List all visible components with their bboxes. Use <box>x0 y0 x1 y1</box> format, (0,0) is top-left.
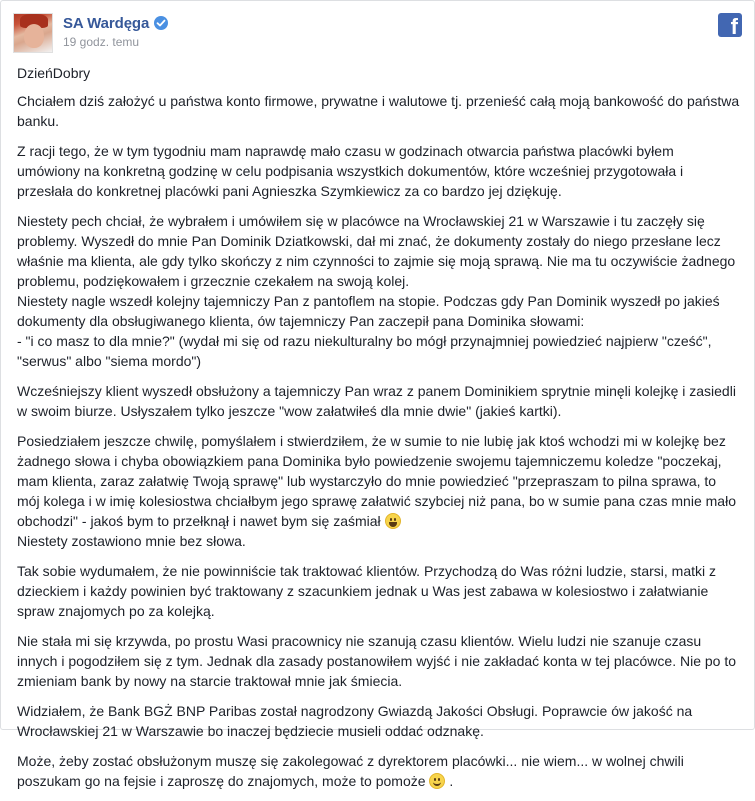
post-paragraph: Chciałem dziś założyć u państwa konto firmowe, prywatne i walutowe tj. przenieść całą moją bankowość do państwa banku. <box>17 93 740 129</box>
post-paragraph <box>17 431 740 531</box>
post-paragraph: Tak sobie wydumałem, że nie powinniście tak traktować klientów. Przychodzą do Was różni ludzie, starsi, matki z dzieckiem i każdy powinien być traktowany z szacunkiem jednak u Was jest zabawa w kolesiostwo i załatwianie spraw znajomych po za kolejką. <box>17 563 716 619</box>
smiling-emoji-icon <box>429 773 445 789</box>
post-paragraph: DzieńDobry <box>17 65 91 81</box>
post-paragraph: Nie stała mi się krzywda, po prostu Wasi pracownicy nie szanują czasu klientów. Wielu ludzi nie szanuje czasu innych i pogodziłem się z tym. Jednak dla zasady postanowiłem wyjść i nie zakładać konta w tej placówce. Nie po to zmieniam bank by nowy na starcie traktował mnie jak śmiecia. <box>17 633 737 689</box>
author-avatar[interactable] <box>13 13 53 53</box>
post-paragraph-text: Posiedziałem jeszcze chwilę, pomyślałem i stwierdziłem, że w sumie to nie lubię jak ktoś wchodzi mi w kolejkę bez żadnego słowa i chyba obowiązkiem pana Dominika było powiedzenie swojemu tajemniczemu koledze "poczekaj, mam klienta, zaraz załatwię Twoją sprawę" lub wystarczyło do mnie powiedzieć "przepraszam to pilna sprawa, to mój kolega i w imię kolesiostwa chciałbym jego sprawę załatwić szybciej niż pana, bo w sumie pana czas mnie mało obchodzi" - jakoś bym to przełknął i nawet bym się zaśmiał <box>17 433 736 529</box>
laughing-emoji-icon <box>385 513 401 529</box>
verified-badge-icon <box>154 16 168 30</box>
facebook-icon[interactable]: f <box>718 13 742 37</box>
post-meta <box>63 13 168 49</box>
post-paragraph: Widziałem, że Bank BGŻ BNP Paribas został nagrodzony Gwiazdą Jakości Obsługi. Poprawcie ów jakość na Wrocławskiej 21 w Warszawie bo inaczej będziecie musieli oddać odznakę. <box>17 703 693 739</box>
post-paragraph: - "i co masz to dla mnie?" (wydał mi się od razu niekulturalny bo mógł przynajmniej powiedzieć najpierw "cześć", "serwus" albo "siema mordo") <box>17 333 712 369</box>
post-paragraph: Wcześniejszy klient wyszedł obsłużony a tajemniczy Pan wraz z panem Dominikiem sprytnie minęli kolejkę i zasiedli w swoim biurze. Usłyszałem tylko jeszcze "wow załatwiłeś dla mnie dwie" (jakieś kartki). <box>17 383 736 419</box>
post-paragraph: Niestety pech chciał, że wybrałem i umówiłem się w placówce na Wrocławskiej 21 w Warszawie i tu zaczęły się problemy. Wyszedł do mnie Pan Dominik Dziatkowski, dał mi znać, że dokumenty zostały do niego przesłane lecz właśnie ma klienta, ale gdy tylko skończy z nim czynności to zajmie się moją sprawą. Nie ma tu oczywiście żadnego problemu, podziękowałem i grzecznie czekałem na swoją kolej. <box>17 213 736 289</box>
post-header <box>13 13 742 53</box>
author-name[interactable]: SA Wardęga <box>63 14 150 32</box>
post-paragraph: Niestety zostawiono mnie bez słowa. <box>17 533 246 549</box>
post-paragraph: Niestety nagle wszedł kolejny tajemniczy Pan z pantoflem na stopie. Podczas gdy Pan Dominik wyszedł po jakieś dokumenty dla obsługiwanego klienta, ów tajemniczy Pan zaczepił pana Dominika słowami: <box>17 293 720 329</box>
post-timestamp[interactable]: 19 godz. temu <box>63 35 140 49</box>
post-paragraph-text: Może, żeby zostać obsłużonym muszę się zakolegować z dyrektorem placówki... nie wiem... w wolnej chwili poszukam go na fejsie i zaproszę do znajomych, może to pomoże <box>17 753 684 789</box>
post-paragraph: Może, żeby zostać obsłużonym muszę się zakolegować z dyrektorem placówki... nie wiem... w wolnej chwili poszukam go na fejsie i zaproszę do znajomych, może to pomoże . <box>17 753 684 789</box>
post-body <box>17 63 740 801</box>
post-paragraph: Z racji tego, że w tym tygodniu mam naprawdę mało czasu w godzinach otwarcia państwa placówki byłem umówiony na konkretną godzinę w celu podpisania wszystkich dokumentów, które wcześniej przygotowała i przesłała do konkretnej placówki pani Agnieszka Szymkiewicz za co bardzo jej dziękuję. <box>17 143 684 199</box>
